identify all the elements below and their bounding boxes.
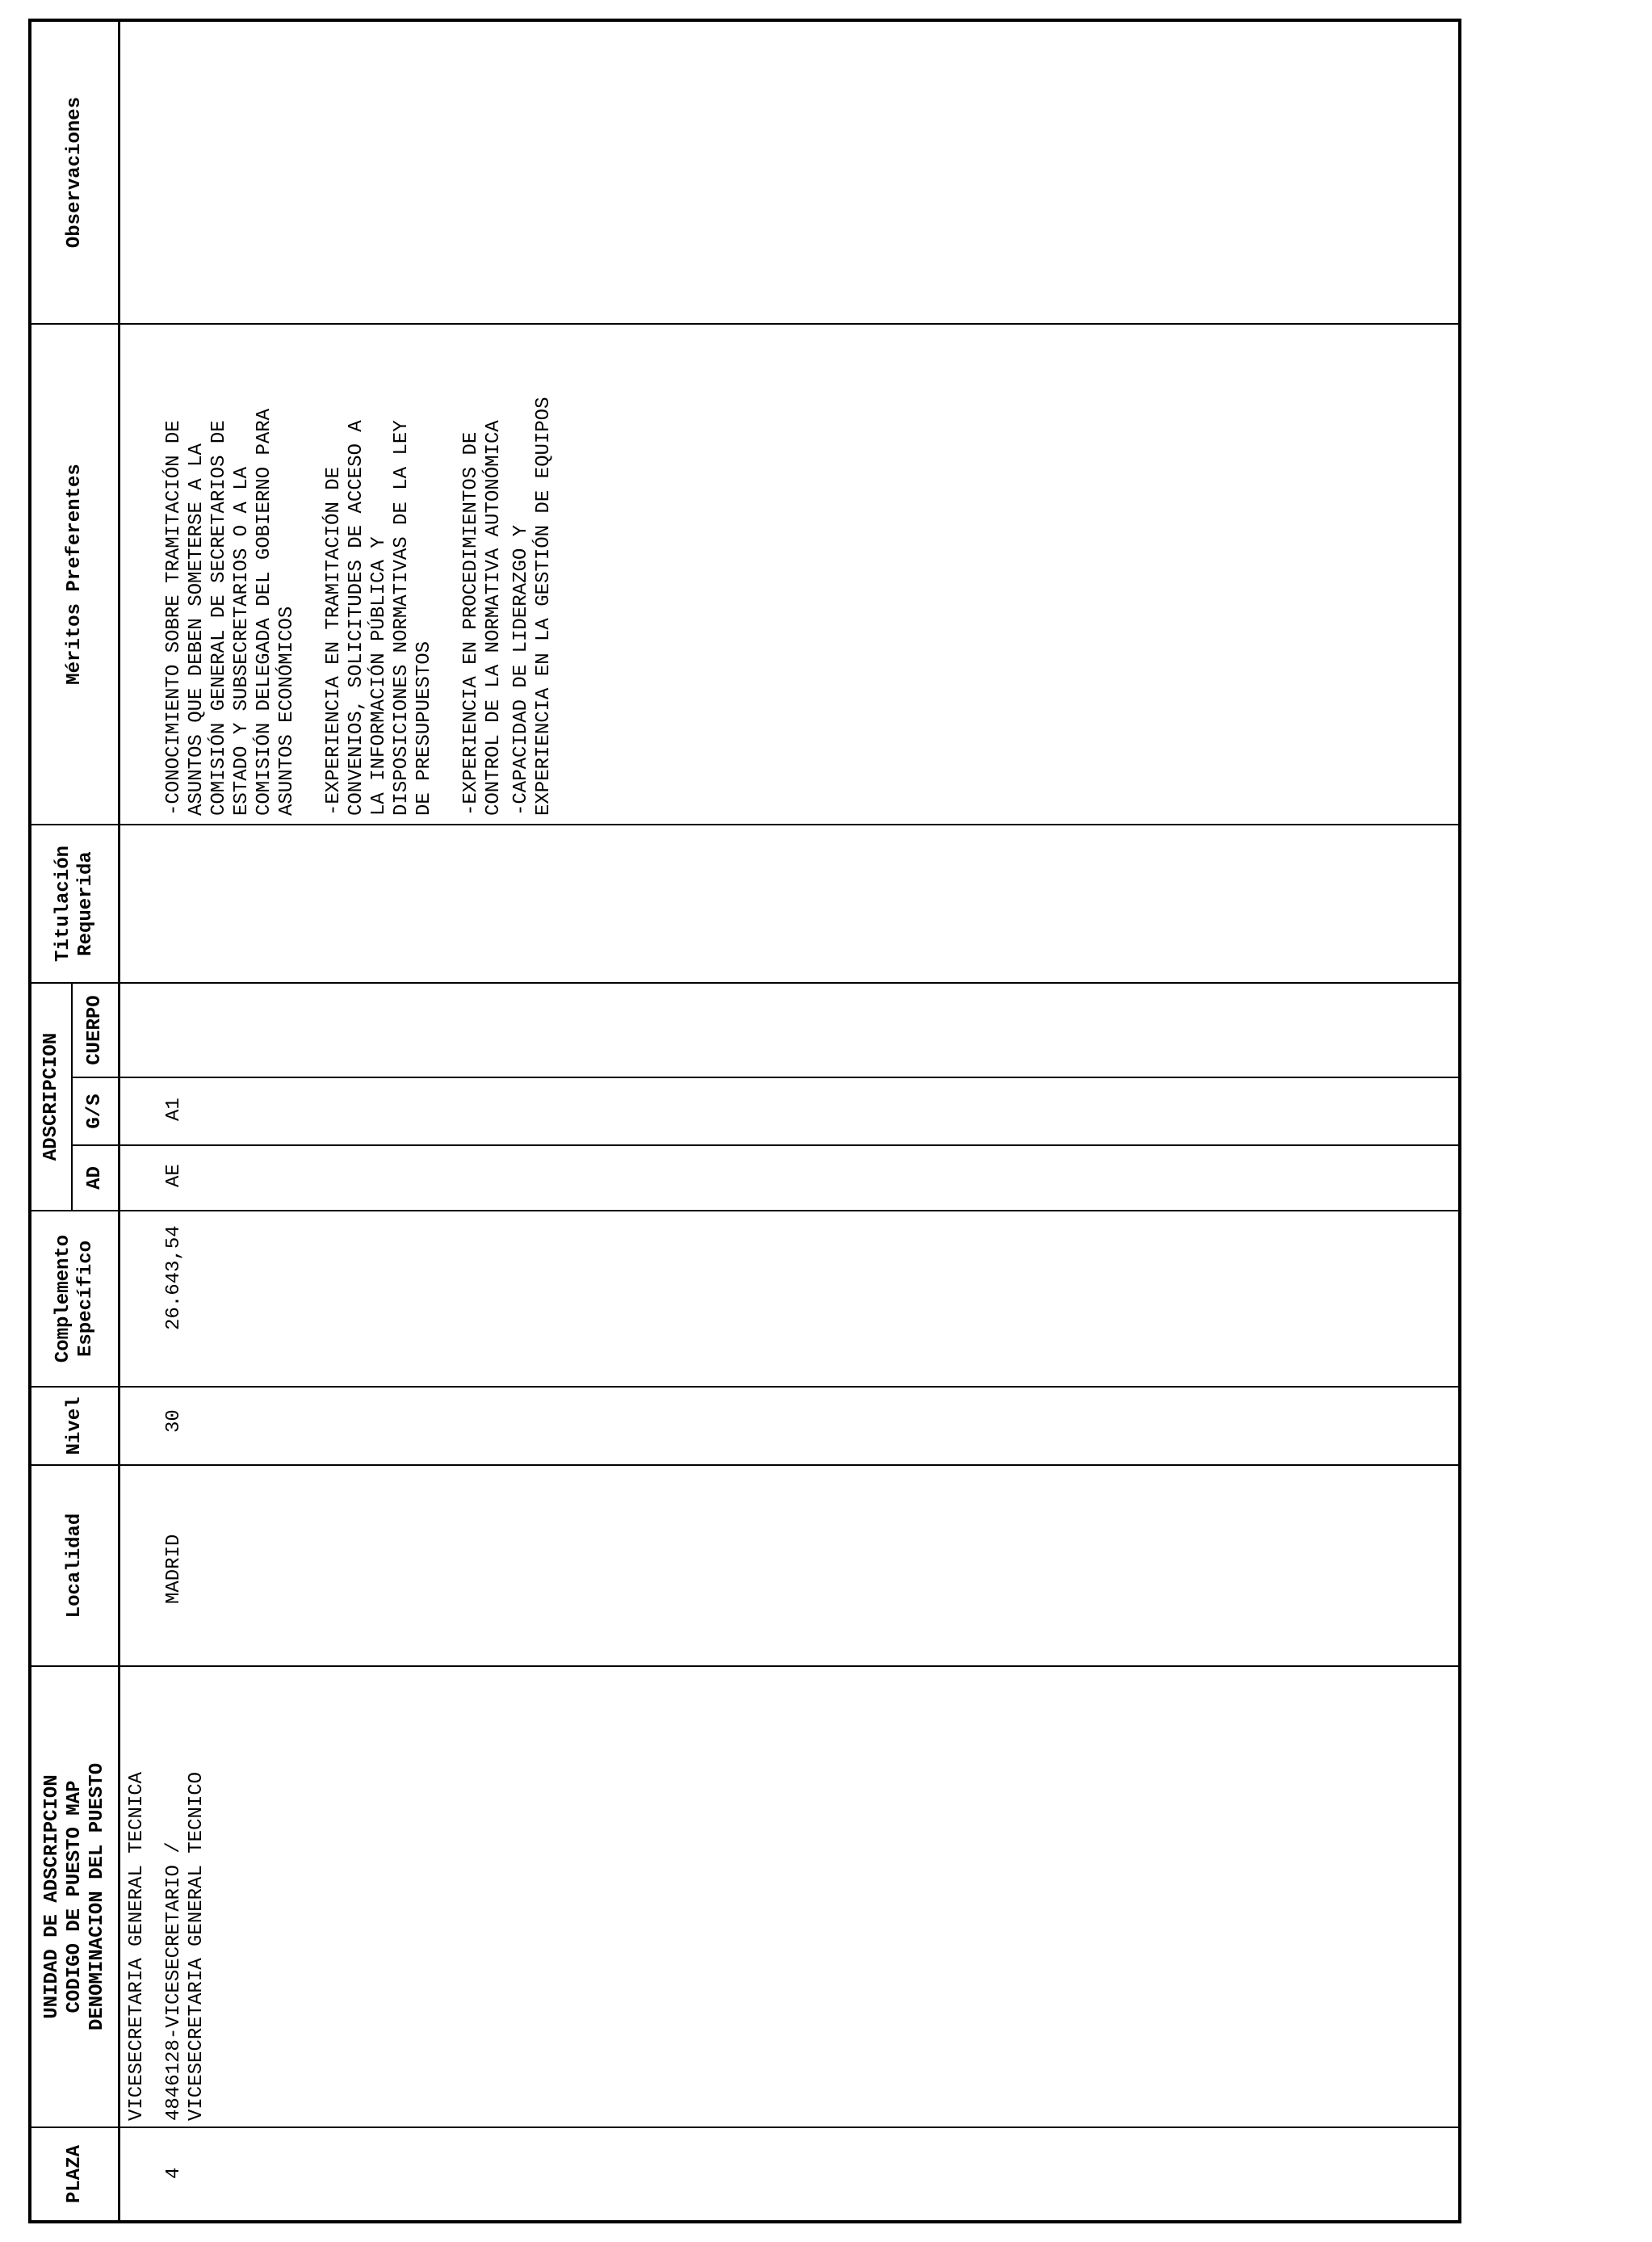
divider-cuerpo (28, 982, 1461, 984)
merito-item: -EXPERIENCIA EN TRAMITACIÓN DE CONVENIOS, SOLICITUDES DE ACCESO A LA INFORMACIÓN PÚBLICA Y DISPOSICIONES NORMATIVAS DE LA LEY DE PRESUPUESTOS (323, 420, 435, 816)
divider-localidad (28, 1464, 1461, 1466)
header-cuerpo: CUERPO (84, 995, 106, 1065)
header-localidad: Localidad (63, 1513, 86, 1619)
merito-item: -EXPERIENCIA EN PROCEDIMIENTOS DE CONTROL DE LA NORMATIVA AUTONÓMICA (460, 420, 505, 816)
plaza-value: 4 (163, 2167, 185, 2179)
header-ad: AD (84, 1166, 106, 1190)
codigo-denominacion-value: 4846128-VICESECRETARIO / VICESECRETARIA GENERAL TECNICO (163, 1771, 208, 2121)
divider-titulacion (28, 824, 1461, 825)
header-divider (118, 19, 120, 2223)
unidad-adscripcion-value: VICESECRETARIA GENERAL TECNICA (126, 1771, 148, 2121)
ad-value: AE (163, 1164, 185, 1187)
gs-value: A1 (163, 1098, 185, 1121)
header-observaciones: Observaciones (63, 96, 86, 249)
merito-item: -CAPACIDAD DE LIDERAZGO Y EXPERIENCIA EN LA GESTIÓN DE EQUIPOS (510, 397, 555, 816)
header-plaza: PLAZA (63, 2145, 86, 2204)
divider-gs (71, 1077, 1461, 1078)
header-adscripcion: ADSCRIPCION (40, 1032, 62, 1161)
localidad-value: MADRID (163, 1534, 185, 1604)
divider-meritos (28, 323, 1461, 325)
header-gs: G/S (84, 1094, 106, 1129)
nivel-value: 30 (163, 1409, 185, 1433)
meritos-list (163, 331, 556, 816)
merito-item: -CONOCIMIENTO SOBRE TRAMITACIÓN DE ASUNTOS QUE DEBEN SOMETERSE A LA COMISIÓN GENERAL DE SECRETARIOS DE ESTADO Y SUBSECRETARIOS O A LA COMISIÓN DELEGADA DEL GOBIERNO PARA ASUNTOS ECONÓMICOS (163, 408, 298, 816)
header-unidad: UNIDAD DE ADSCRIPCION CODIGO DE PUESTO MAP DENOMINACION DEL PUESTO (40, 1762, 108, 2031)
header-meritos: Méritos Preferentes (63, 464, 86, 685)
divider-complemento (28, 1210, 1461, 1211)
header-titulacion: Titulación Requerida (52, 845, 97, 963)
header-nivel: Nivel (63, 1396, 86, 1455)
divider-unidad (28, 1665, 1461, 1667)
divider-ad (71, 1144, 1461, 1146)
complemento-value: 26.643,54 (163, 1225, 185, 1330)
divider-plaza (28, 2127, 1461, 2128)
divider-nivel (28, 1386, 1461, 1388)
header-complemento: Complemento Específico (52, 1234, 97, 1363)
